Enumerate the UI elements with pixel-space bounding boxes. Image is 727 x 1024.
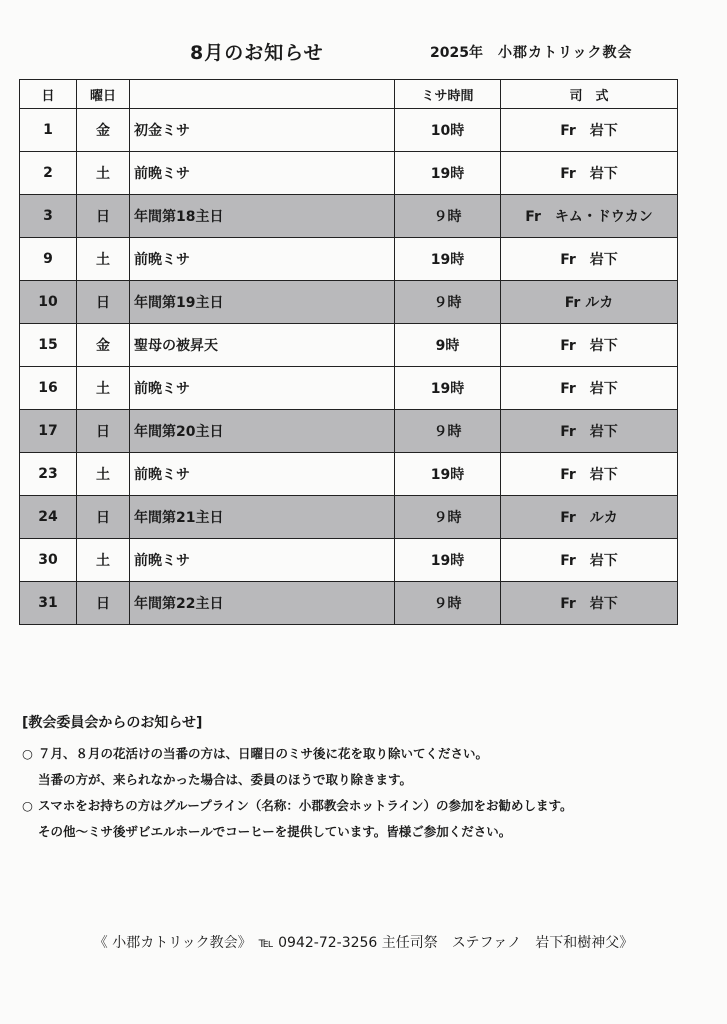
notice-text: スマホをお持ちの方はグループライン（名称：小郡教会ホットライン）の参加をお勧めします。 [38, 798, 573, 813]
notice-line [22, 772, 702, 788]
page-title: 8月のお知らせ [190, 42, 324, 64]
cell-mass-time: 19時 [395, 152, 501, 195]
notice-line [22, 798, 702, 814]
table-row [20, 152, 678, 195]
header-weekday: 曜日 [77, 80, 130, 109]
cell-mass-time: 19時 [395, 367, 501, 410]
cell-event: 聖母の被昇天 [130, 324, 395, 367]
committee-notice [22, 712, 702, 850]
cell-day: 23 [20, 453, 77, 496]
cell-event: 前晩ミサ [130, 367, 395, 410]
header-day: 日 [20, 80, 77, 109]
table-row [20, 324, 678, 367]
table-row [20, 195, 678, 238]
cell-officiant: Fr 岩下 [501, 109, 678, 152]
cell-weekday: 金 [77, 109, 130, 152]
cell-day: 9 [20, 238, 77, 281]
cell-weekday: 日 [77, 582, 130, 625]
cell-day: 2 [20, 152, 77, 195]
cell-day: 16 [20, 367, 77, 410]
table-header-row [20, 80, 678, 109]
cell-day: 17 [20, 410, 77, 453]
cell-officiant: Fr 岩下 [501, 539, 678, 582]
cell-officiant: Fr 岩下 [501, 410, 678, 453]
notice-title: [教会委員会からのお知らせ] [22, 715, 203, 731]
cell-weekday: 日 [77, 281, 130, 324]
bullet-circle-icon: ○ [22, 746, 33, 761]
table-row [20, 281, 678, 324]
cell-event: 年間第22主日 [130, 582, 395, 625]
cell-officiant: Fr 岩下 [501, 238, 678, 281]
cell-mass-time: ９時 [395, 496, 501, 539]
cell-mass-time: 10時 [395, 109, 501, 152]
cell-officiant: Fr 岩下 [501, 324, 678, 367]
cell-mass-time: ９時 [395, 582, 501, 625]
cell-mass-time: 19時 [395, 453, 501, 496]
cell-officiant: Fr ルカ [501, 281, 678, 324]
cell-weekday: 金 [77, 324, 130, 367]
cell-weekday: 土 [77, 539, 130, 582]
cell-weekday: 土 [77, 238, 130, 281]
cell-weekday: 土 [77, 453, 130, 496]
notice-line [22, 746, 702, 762]
cell-event: 前晩ミサ [130, 453, 395, 496]
cell-day: 24 [20, 496, 77, 539]
page-header [0, 38, 727, 64]
cell-day: 15 [20, 324, 77, 367]
bullet-circle-icon: ○ [22, 798, 33, 813]
cell-mass-time: 9時 [395, 324, 501, 367]
cell-event: 年間第21主日 [130, 496, 395, 539]
cell-officiant: Fr 岩下 [501, 453, 678, 496]
cell-day: 1 [20, 109, 77, 152]
church-name: 小郡カトリック教会 [498, 45, 633, 61]
mass-schedule-table [19, 79, 678, 625]
cell-weekday: 日 [77, 195, 130, 238]
table-row [20, 410, 678, 453]
notice-line [22, 824, 702, 840]
cell-day: 10 [20, 281, 77, 324]
cell-mass-time: ９時 [395, 195, 501, 238]
cell-event: 前晩ミサ [130, 152, 395, 195]
year-label: 2025年 [430, 45, 483, 61]
header-event [130, 80, 395, 109]
table-row [20, 539, 678, 582]
notice-text: その他～ミサ後ザビエルホールでコーヒーを提供しています。皆様ご参加ください。 [38, 824, 512, 839]
table-row [20, 453, 678, 496]
cell-officiant: Fr キム・ドウカン [501, 195, 678, 238]
table-row [20, 582, 678, 625]
cell-event: 年間第19主日 [130, 281, 395, 324]
table-row [20, 496, 678, 539]
cell-mass-time: 19時 [395, 238, 501, 281]
cell-event: 初金ミサ [130, 109, 395, 152]
cell-day: 3 [20, 195, 77, 238]
cell-officiant: Fr 岩下 [501, 367, 678, 410]
cell-event: 前晩ミサ [130, 539, 395, 582]
cell-weekday: 日 [77, 410, 130, 453]
cell-weekday: 土 [77, 367, 130, 410]
cell-mass-time: ９時 [395, 281, 501, 324]
cell-event: 年間第20主日 [130, 410, 395, 453]
cell-mass-time: 19時 [395, 539, 501, 582]
cell-officiant: Fr 岩下 [501, 582, 678, 625]
cell-officiant: Fr ルカ [501, 496, 678, 539]
cell-weekday: 日 [77, 496, 130, 539]
cell-weekday: 土 [77, 152, 130, 195]
cell-event: 年間第18主日 [130, 195, 395, 238]
header-officiant: 司 式 [501, 80, 678, 109]
cell-day: 30 [20, 539, 77, 582]
footer-contact: 《 小郡カトリック教会》 ℡ 0942-72-3256 主任司祭 ステファノ 岩下和樹神父》 [93, 935, 634, 951]
table-row [20, 238, 678, 281]
notice-text: ７月、８月の花活けの当番の方は、日曜日のミサ後に花を取り除いてください。 [38, 746, 489, 761]
notice-text: 当番の方が、来られなかった場合は、委員のほうで取り除きます。 [38, 772, 413, 787]
header-mass-time: ミサ時間 [395, 80, 501, 109]
cell-event: 前晩ミサ [130, 238, 395, 281]
table-row [20, 367, 678, 410]
table-row [20, 109, 678, 152]
cell-day: 31 [20, 582, 77, 625]
cell-officiant: Fr 岩下 [501, 152, 678, 195]
cell-mass-time: ９時 [395, 410, 501, 453]
